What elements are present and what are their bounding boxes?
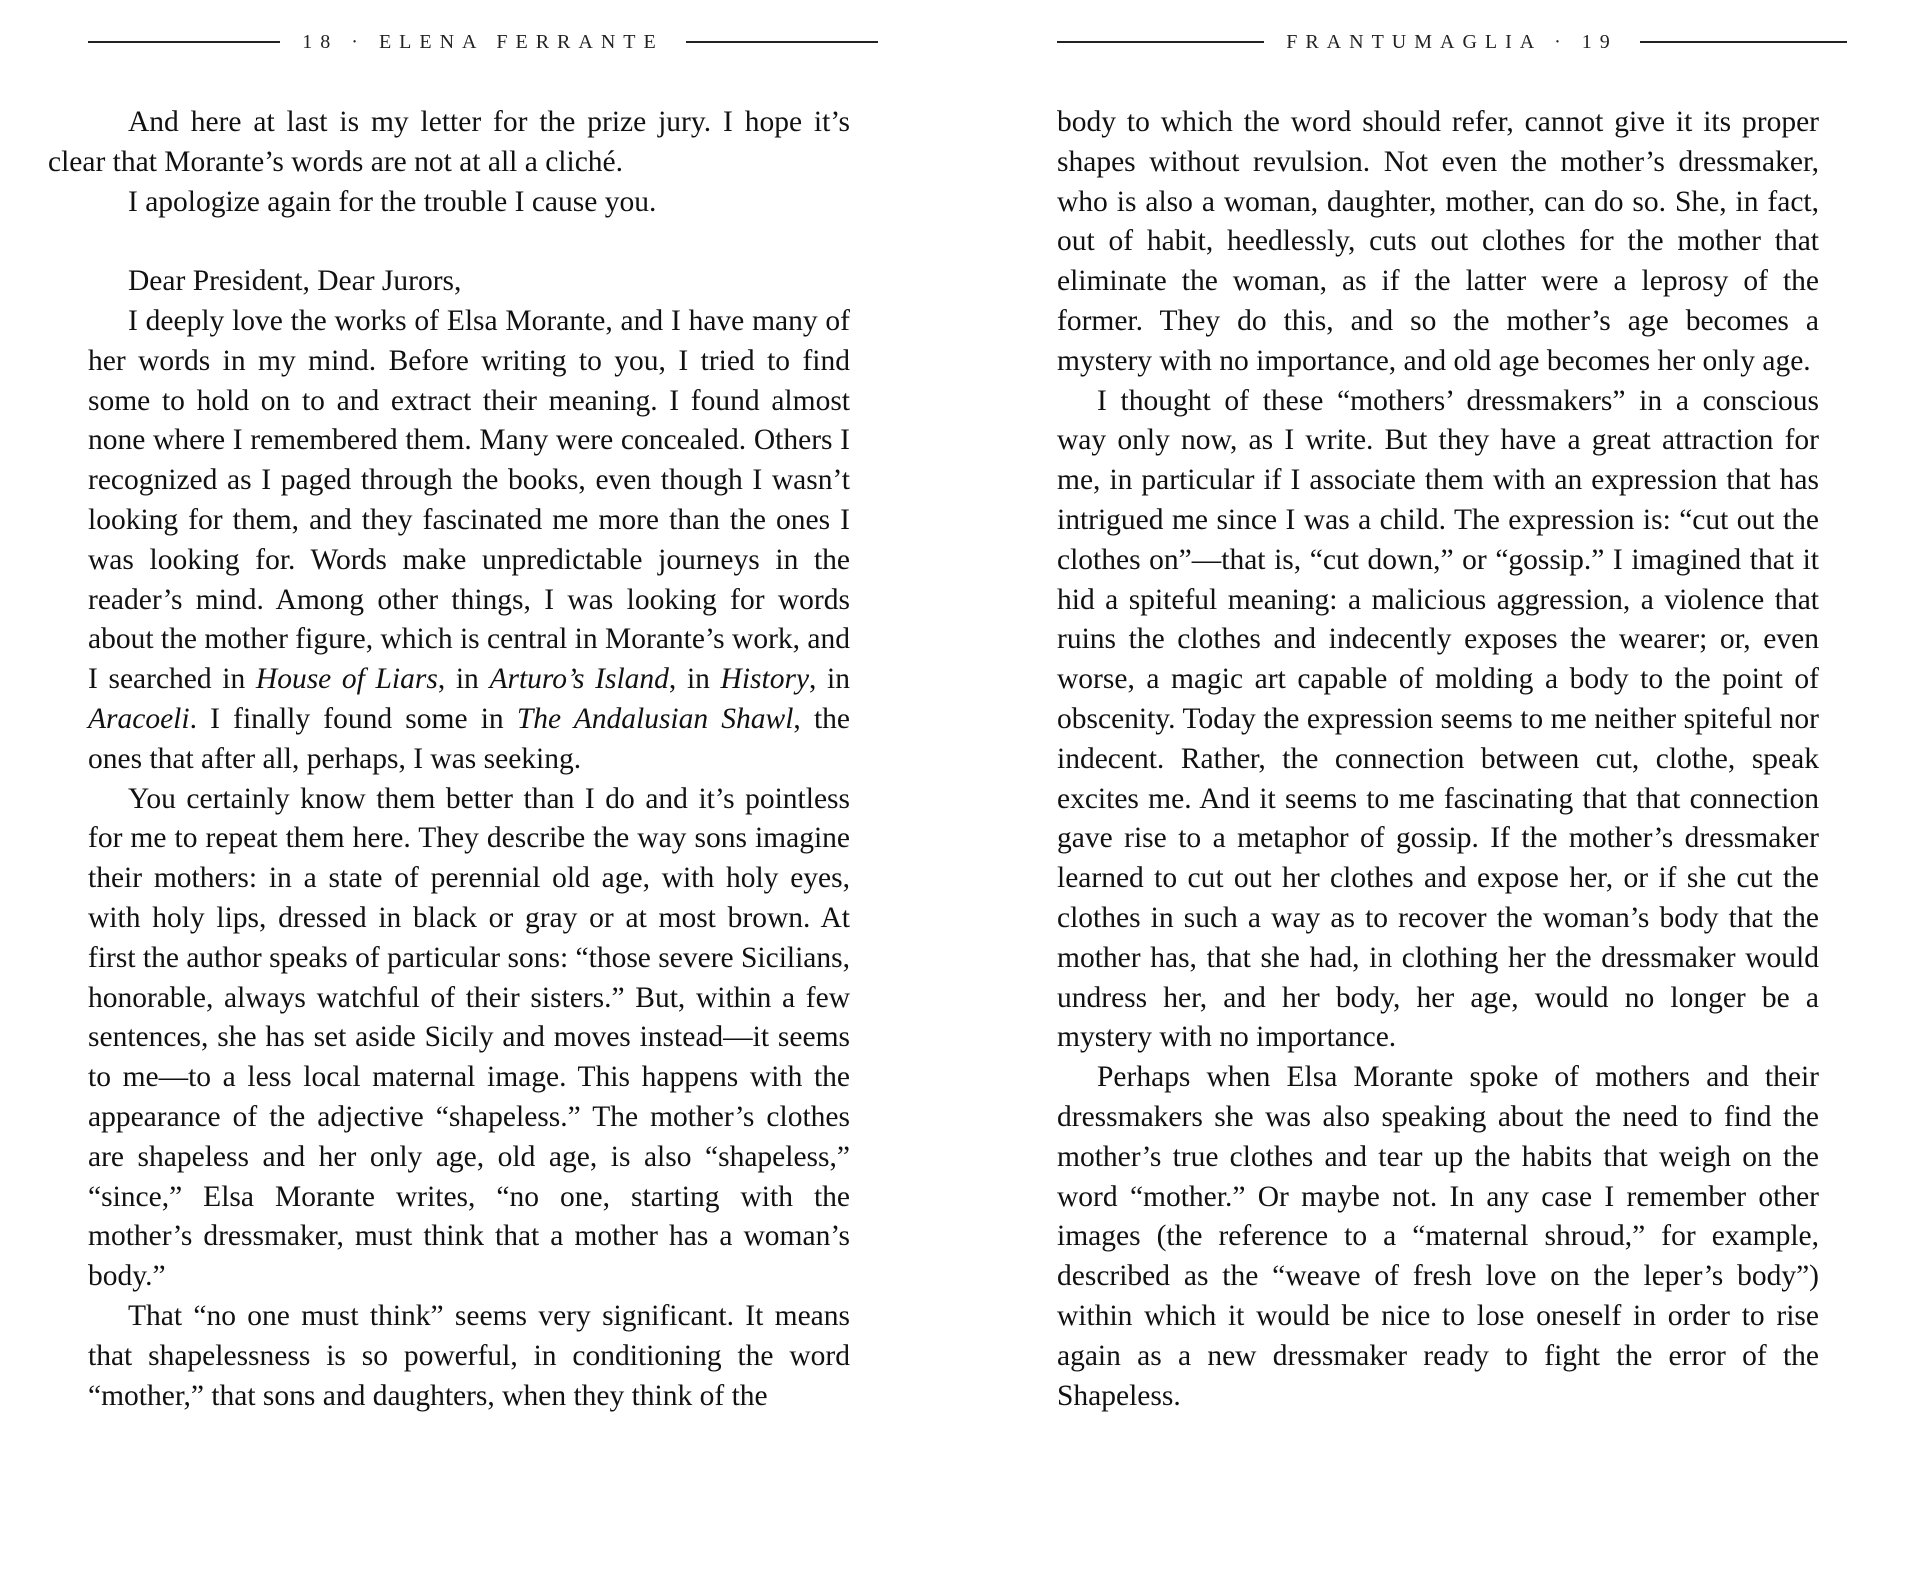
right-paragraph-1: body to which the word should refer, cannot give it its proper shapes without revulsion. Not even the mother’s dressmaker, who is also a woman, daughter, mother, can do so. She, in fact, out of habit, heedlessly, cuts out clothes for the mother that eliminate the woman, as if the latter were a leprosy of the former. They do this, and so the mother’s age becomes a mystery with no importance, and old age becomes her only age.	[1057, 106, 1819, 377]
title-sep-1: , in	[437, 663, 490, 696]
right-head-rule-right	[1640, 41, 1847, 43]
title-mid: . I finally found some in	[189, 702, 517, 735]
left-paragraph-3: I apologize again for the trouble I cause you.	[128, 185, 657, 218]
title-sep-3: , in	[809, 663, 850, 696]
left-running-head-text: 18 · ELENA FERRANTE	[302, 30, 664, 53]
right-text-block	[1057, 103, 1819, 1416]
right-running-head	[1057, 22, 1847, 62]
title-aracoeli: Aracoeli	[88, 702, 190, 735]
title-history: History	[720, 663, 810, 696]
right-page	[1057, 0, 1847, 1570]
left-paragraph-1: And here at last is my letter for the prize jury. I hope it’s	[128, 106, 850, 138]
left-head-rule-left	[88, 41, 280, 43]
left-page	[48, 0, 878, 1570]
title-tail: , the ones that after all, perhaps, I was seeking.	[88, 702, 851, 775]
left-text-block	[48, 103, 851, 1416]
left-paragraph-4	[88, 302, 850, 780]
left-paragraph-4-text: I deeply love the works of Elsa Morante, and I have many of her words in my mind. Before writing to you, I tried to find some to hold on to and extract their meaning. I found almost none where I remembered them. Many were concealed. Others I recognized as I paged through the books, even though I wasn’t looking for them, and they fascinated me more than the ones I was looking for. Words make unpredictable journeys in the reader’s mind. Among other things, I was looking for words about the mother figure, which is central in Morante’s work, and I searched in	[88, 304, 850, 696]
salutation: Dear President, Dear Jurors,	[128, 265, 462, 298]
left-paragraph-5: You certainly know them better than I do and it’s pointless for me to repeat them here. They describe the way sons imagine their mothers: in a state of perennial old age, with holy eyes, with holy lips, dressed in black or gray or at most brown. At first the author speaks of particular sons: “those severe Sicilians, honorable, always watchful of their sisters.” But, within a few sentences, she has set aside Sicily and moves instead—it seems to me—to a less local maternal image. This happens with the appearance of the adjective “shapeless.” The mother’s clothes are shapeless and her only age, old age, is also “shapeless,” “since,” Elsa Morante writes, “no one, starting with the mother’s dressmaker, must think that a mother has a woman’s body.”	[88, 782, 850, 1293]
title-house-of-liars: House of Liars	[255, 663, 438, 696]
left-paragraph-2: clear that Morante’s words are not at all a cliché.	[48, 145, 624, 178]
left-head-rule-right	[686, 41, 878, 43]
title-sep-2: , in	[668, 663, 721, 696]
left-paragraph-6: That “no one must think” seems very significant. It means that shapelessness is so powerful, in conditioning the word “mother,” that sons and daughters, when they think of the	[88, 1299, 850, 1412]
right-paragraph-2: I thought of these “mothers’ dressmakers” in a conscious way only now, as I write. But they have a great attraction for me, in particular if I associate them with an expression that has intrigued me since I was a child. The expression is: “cut out the clothes on”—that is, “cut down,” or “gossip.” I imagined that it hid a spiteful meaning: a malicious aggression, a violence that ruins the clothes and indecently exposes the wearer; or, even worse, a magic art capable of molding a body to the point of obscenity. Today the expression seems to me neither spiteful nor indecent. Rather, the connection between cut, clothe, speak excites me. And it seems to me fascinating that that connection gave rise to a metaphor of gossip. If the mother’s dressmaker learned to cut out her clothes and expose her, or if she cut the clothes in such a way as to recover the woman’s body that the mother has, that she had, in clothing her the dressmaker would undress her, and her body, her age, would no longer be a mystery with no importance.	[1057, 384, 1819, 1054]
title-andalusian-shawl: The Andalusian Shawl	[516, 702, 794, 735]
left-running-head	[88, 22, 878, 62]
right-head-rule-left	[1057, 41, 1264, 43]
right-running-head-text: FRANTUMAGLIA · 19	[1286, 30, 1618, 53]
title-arturos-island: Arturo’s Island	[489, 663, 669, 696]
right-paragraph-3: Perhaps when Elsa Morante spoke of mothers and their dressmakers she was also speaking about the need to find the mother’s true clothes and tear up the habits that weigh on the word “mother.” Or maybe not. In any case I remember other images (the reference to a “maternal shroud,” for example, described as the “weave of fresh love on the leper’s body”) within which it would be nice to lose oneself in order to rise again as a new dressmaker ready to fight the error of the Shapeless.	[1057, 1061, 1819, 1412]
